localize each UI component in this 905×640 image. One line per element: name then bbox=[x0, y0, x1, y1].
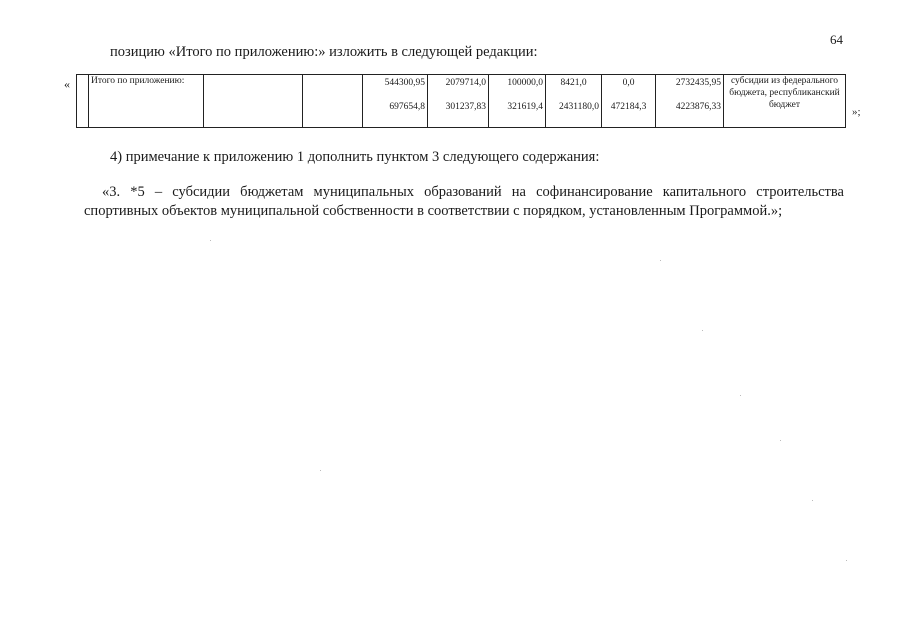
value-bottom: 472184,3 bbox=[610, 102, 647, 112]
value-bottom: 301237,83 bbox=[445, 102, 486, 112]
scan-speck bbox=[660, 260, 661, 261]
scan-speck bbox=[812, 500, 813, 501]
opening-quote: « bbox=[64, 77, 70, 91]
page-number: 64 bbox=[830, 32, 843, 47]
value-bottom: 4223876,33 bbox=[675, 102, 721, 112]
intro-text: позицию «Итого по приложению:» изложить в следующей редакции: bbox=[110, 44, 538, 60]
value-top: 0,0 bbox=[622, 78, 635, 88]
scan-speck bbox=[780, 440, 781, 441]
value-cell-2 bbox=[428, 75, 489, 128]
value-top: 100000,0 bbox=[507, 78, 543, 88]
paragraph-3 bbox=[84, 183, 844, 221]
value-cell-6 bbox=[656, 75, 724, 128]
scan-speck bbox=[846, 560, 847, 561]
table-row bbox=[77, 75, 846, 128]
table-cell-empty bbox=[77, 75, 89, 128]
value-top: 2732435,95 bbox=[675, 78, 721, 88]
value-top: 544300,95 bbox=[384, 78, 425, 88]
scan-speck bbox=[210, 240, 211, 241]
value-top: 8421,0 bbox=[560, 78, 587, 88]
scan-speck bbox=[702, 330, 703, 331]
value-bottom: 2431180,0 bbox=[558, 102, 599, 112]
closing-quote: »; bbox=[852, 106, 861, 118]
paragraph-3-line-1: «3. *5 – субсидии бюджетам муниципальных образований на софинансирование капитального строительства bbox=[102, 184, 844, 200]
value-cell-1 bbox=[363, 75, 428, 128]
value-cell-3 bbox=[489, 75, 546, 128]
funding-source-cell: субсидии из федерального бюджета, республиканский бюджет bbox=[724, 75, 846, 128]
paragraph-3-line-2: спортивных объектов муниципальной собственности в соответствии с порядком, установленным Программой.»; bbox=[84, 203, 783, 219]
paragraph-4: 4) примечание к приложению 1 дополнить пунктом 3 следующего содержания: bbox=[110, 149, 600, 165]
amendment-table bbox=[76, 74, 846, 128]
table-cell-empty bbox=[303, 75, 363, 128]
row-label: Итого по приложению: bbox=[89, 75, 204, 128]
scan-speck bbox=[740, 395, 741, 396]
value-bottom: 321619,4 bbox=[507, 102, 543, 112]
value-top: 2079714,0 bbox=[445, 78, 486, 88]
table-cell-empty bbox=[204, 75, 303, 128]
scan-speck bbox=[320, 470, 321, 471]
value-bottom: 697654,8 bbox=[389, 102, 425, 112]
value-cell-5 bbox=[602, 75, 656, 128]
value-cell-4 bbox=[546, 75, 602, 128]
